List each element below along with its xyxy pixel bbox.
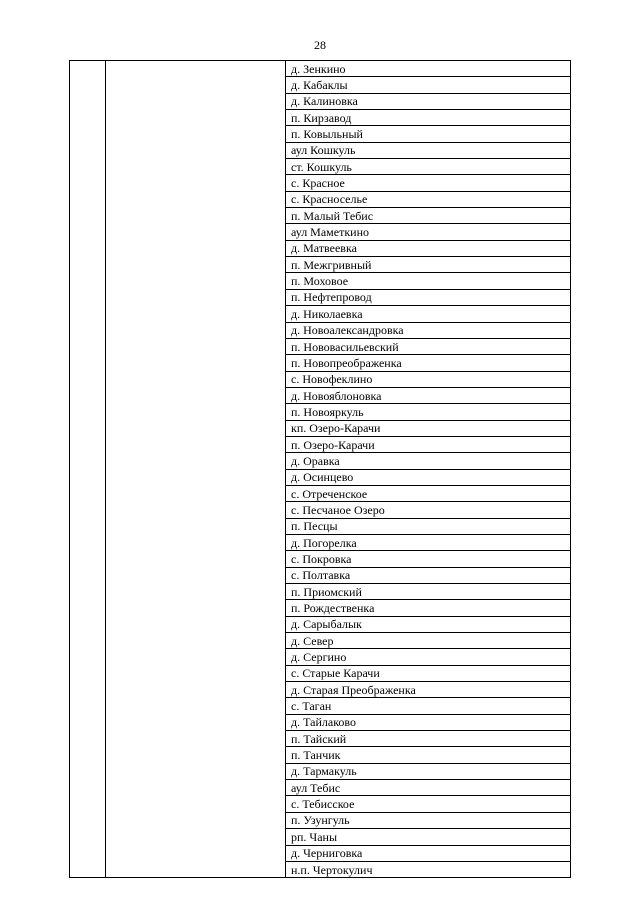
locality-name: д. Оравка [286, 453, 571, 469]
locality-name: п. Приомский [286, 584, 571, 600]
locality-name: п. Малый Тебис [286, 208, 571, 224]
locality-name: с. Красноселье [286, 191, 571, 207]
locality-name: аул Маметкино [286, 224, 571, 240]
locality-name: д. Сарыбалык [286, 616, 571, 632]
locality-name: с. Новофеклино [286, 371, 571, 387]
locality-name: п. Новопреображенка [286, 355, 571, 371]
locality-name: с. Песчаное Озеро [286, 502, 571, 518]
locality-name: д. Погорелка [286, 534, 571, 550]
locality-name: д. Осинцево [286, 469, 571, 485]
locality-name: п. Нефтепровод [286, 289, 571, 305]
locality-name: с. Отреченское [286, 485, 571, 501]
locality-name: п. Танчик [286, 747, 571, 763]
locality-name: д. Тайлаково [286, 714, 571, 730]
locality-name: аул Тебис [286, 780, 571, 796]
locality-name: кп. Озеро-Карачи [286, 420, 571, 436]
locality-name: п. Ковыльный [286, 126, 571, 142]
locality-name: н.п. Чертокулич [286, 861, 571, 877]
table-body [70, 61, 571, 878]
locality-name: п. Межгривный [286, 257, 571, 273]
locality-name: с. Таган [286, 698, 571, 714]
locality-name: п. Кирзавод [286, 110, 571, 126]
locality-name: п. Песцы [286, 518, 571, 534]
locality-name: д. Кабаклы [286, 77, 571, 93]
locality-name: д. Новоалександровка [286, 322, 571, 338]
locality-name: с. Старые Карачи [286, 665, 571, 681]
locality-name: п. Нововасильевский [286, 338, 571, 354]
locality-name: п. Тайский [286, 731, 571, 747]
locality-name: д. Север [286, 633, 571, 649]
locality-name: аул Кошкуль [286, 142, 571, 158]
locality-name: п. Узунгуль [286, 812, 571, 828]
locality-name: п. Моховое [286, 273, 571, 289]
locality-name: с. Тебисское [286, 796, 571, 812]
locality-name: ст. Кошкуль [286, 159, 571, 175]
locality-name: д. Николаевка [286, 306, 571, 322]
locality-name: д. Матвеевка [286, 240, 571, 256]
locality-name: д. Сергино [286, 649, 571, 665]
localities-table [69, 60, 571, 878]
locality-name: д. Тармакуль [286, 763, 571, 779]
number-column-cell [70, 61, 106, 878]
locality-name: д. Калиновка [286, 93, 571, 109]
page-number: 28 [314, 38, 326, 52]
locality-name: с. Покровка [286, 551, 571, 567]
locality-name: п. Рождественка [286, 600, 571, 616]
locality-name: п. Озеро-Карачи [286, 436, 571, 452]
district-column-cell [106, 61, 286, 878]
locality-name: д. Новояблоновка [286, 387, 571, 403]
locality-name: п. Новояркуль [286, 404, 571, 420]
table-row [70, 61, 571, 77]
locality-name: д. Черниговка [286, 845, 571, 861]
locality-name: д. Зенкино [286, 61, 571, 77]
locality-name: с. Полтавка [286, 567, 571, 583]
locality-name: с. Красное [286, 175, 571, 191]
locality-name: рп. Чаны [286, 829, 571, 845]
locality-name: д. Старая Преображенка [286, 682, 571, 698]
